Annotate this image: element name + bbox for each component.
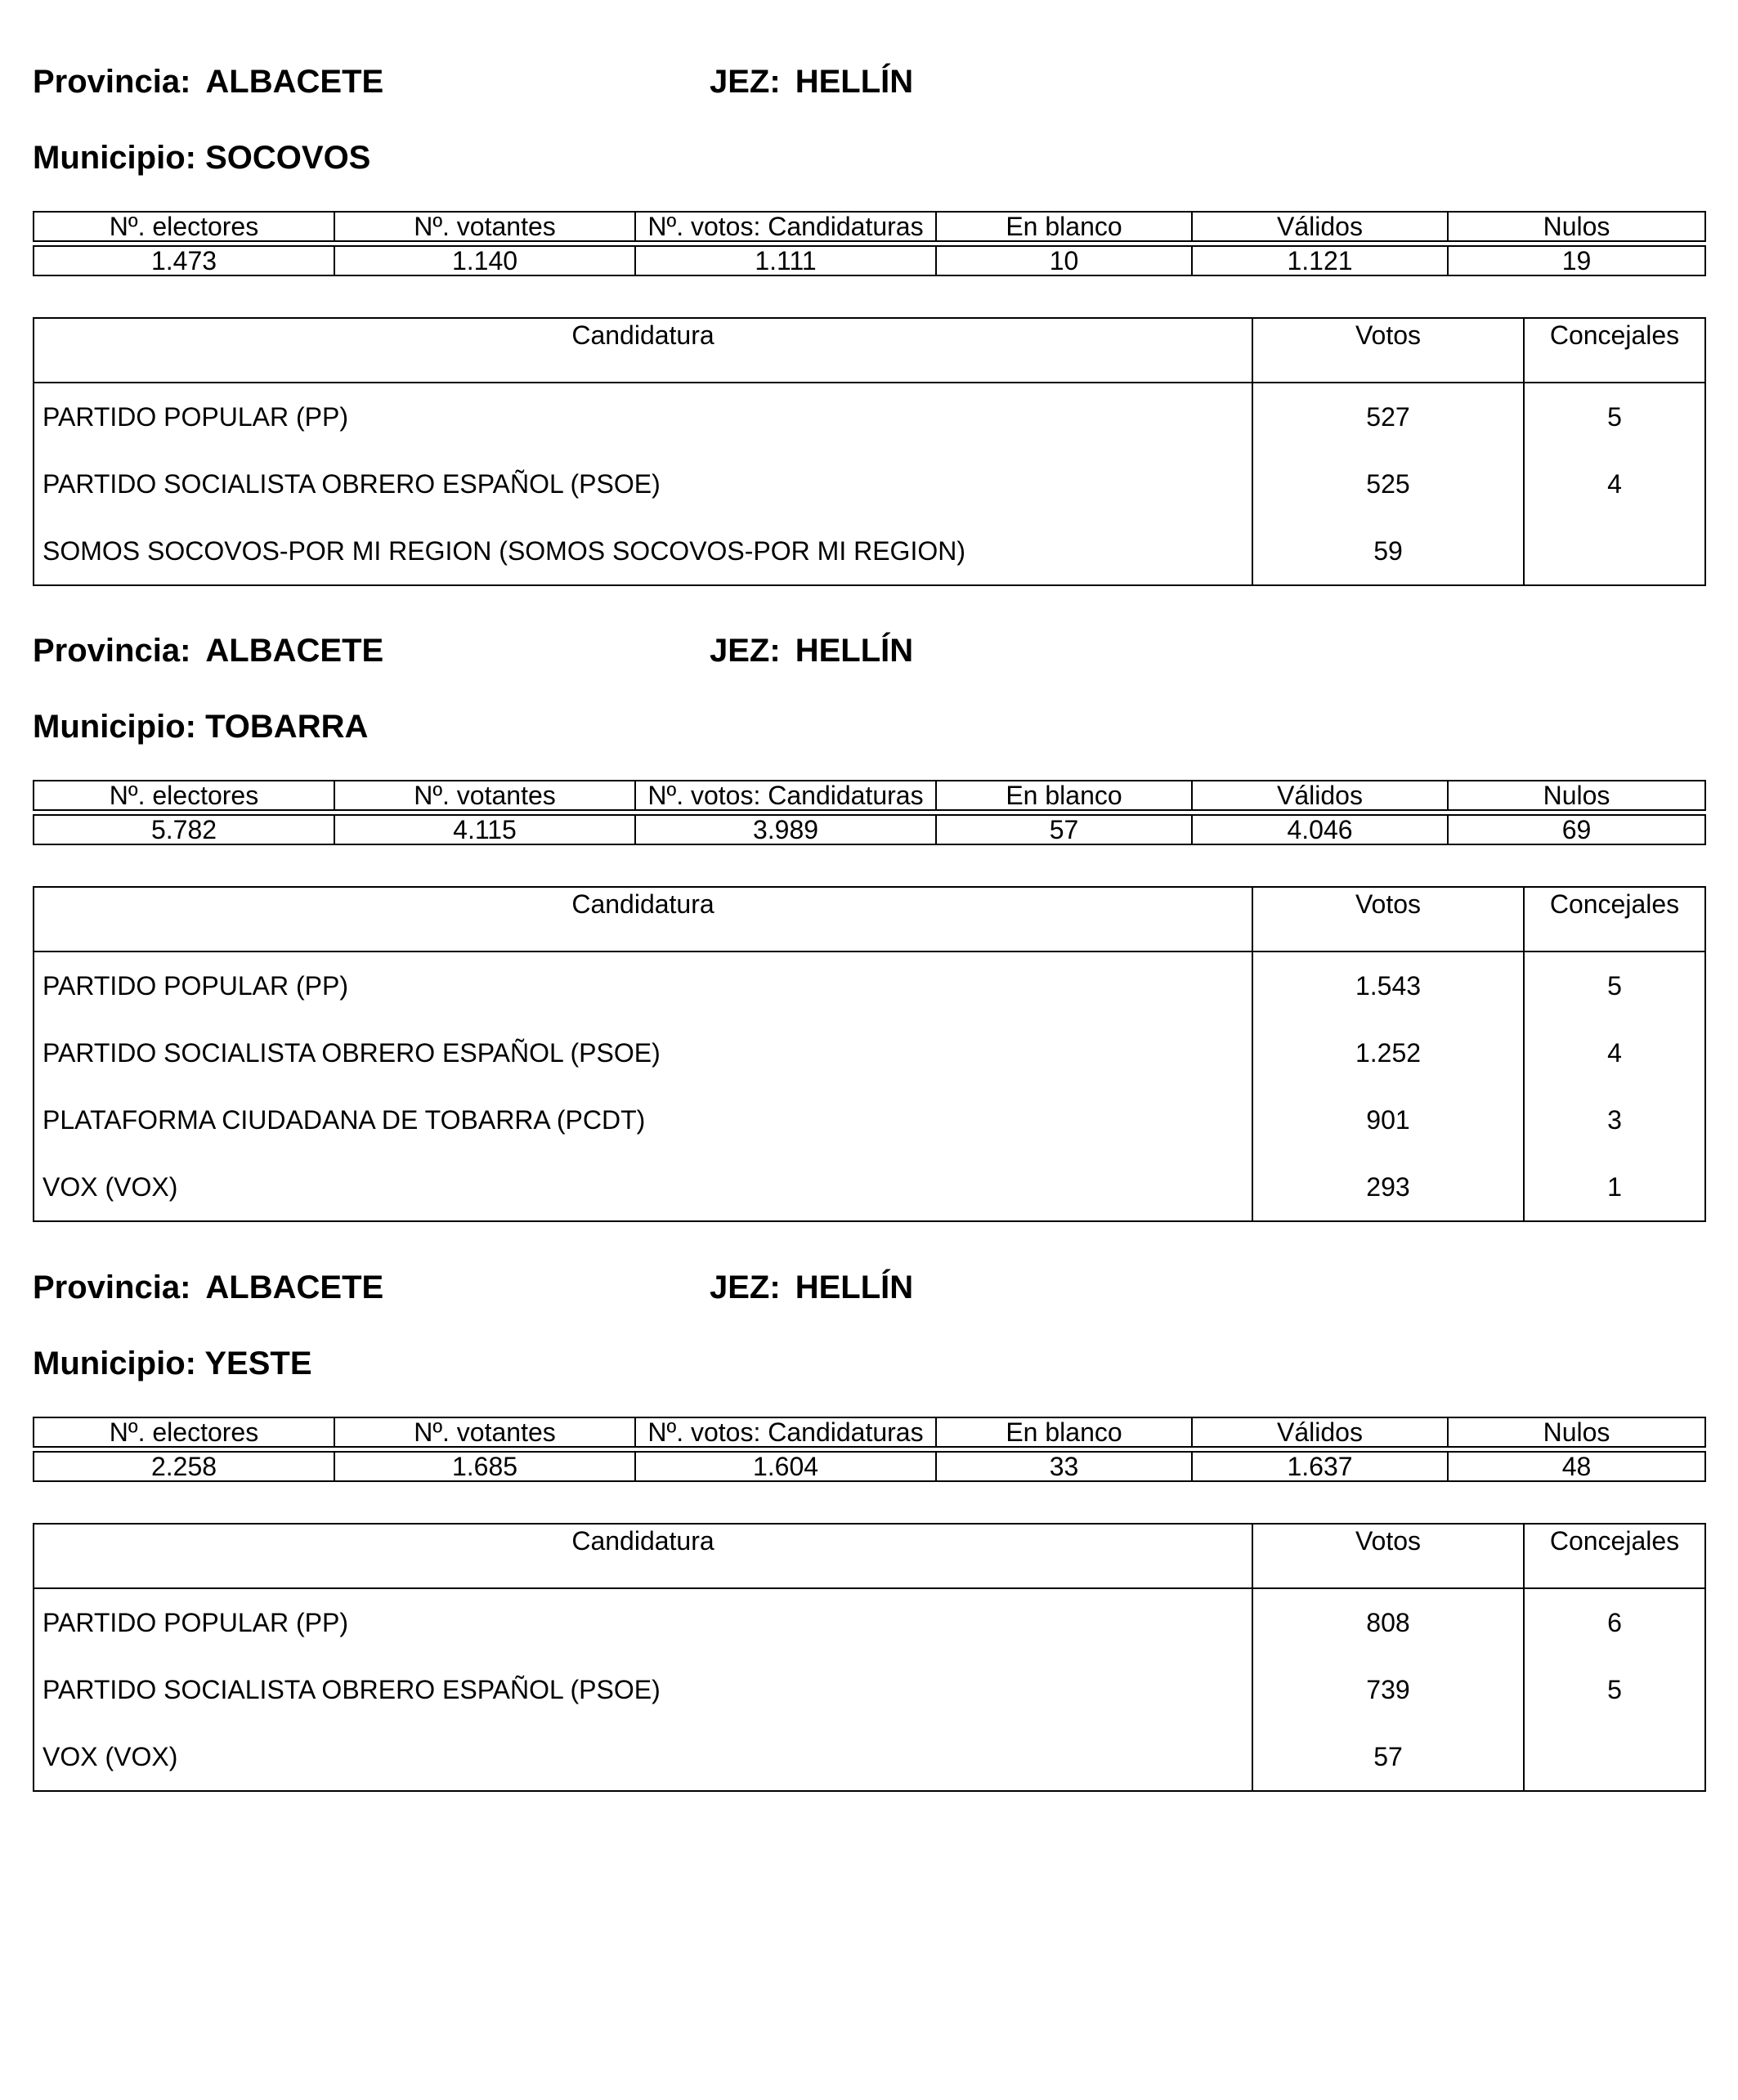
stats-header-cell: Nº. electores [34, 781, 334, 810]
votos-value: 57 [1252, 1723, 1524, 1791]
municipio-label: Municipio: [33, 1346, 196, 1381]
provincia-heading [33, 1268, 383, 1307]
stats-header-cell: Nulos [1448, 1417, 1705, 1447]
table-row [34, 1086, 1705, 1153]
provincia-heading [33, 62, 383, 101]
concejales-header: Concejales [1524, 887, 1705, 951]
jez-label: JEZ: [710, 64, 781, 100]
municipio-heading [33, 707, 368, 746]
stats-header-cell: Nº. votos: Candidaturas [635, 781, 936, 810]
municipio-label: Municipio: [33, 709, 196, 745]
stats-header-cell: Válidos [1192, 781, 1448, 810]
candidatura-name: PARTIDO POPULAR (PP) [34, 1588, 1252, 1656]
jez-value: HELLÍN [795, 1269, 914, 1305]
stats-header-cell: Nº. votantes [334, 1417, 635, 1447]
provincia-label: Provincia: [33, 64, 191, 100]
stats-header-row [34, 1417, 1705, 1447]
stats-table [33, 211, 1706, 276]
stats-value-cell: 1.121 [1192, 246, 1448, 275]
candidatura-header: Candidatura [34, 1524, 1252, 1588]
concejales-value [1524, 517, 1705, 585]
stats-value-cell: 1.685 [334, 1452, 635, 1481]
provincia-label: Provincia: [33, 1269, 191, 1305]
candidaturas-table [33, 1523, 1706, 1792]
votos-value: 808 [1252, 1588, 1524, 1656]
candidaturas-header-row [34, 887, 1705, 951]
municipio-label: Municipio: [33, 140, 196, 176]
candidaturas-header-row [34, 318, 1705, 383]
stats-header-cell: Nulos [1448, 781, 1705, 810]
stats-table [33, 1417, 1706, 1482]
votos-value: 1.543 [1252, 951, 1524, 1019]
municipio-heading [33, 1344, 312, 1383]
stats-header-cell: Válidos [1192, 1417, 1448, 1447]
provincia-heading [33, 631, 383, 670]
candidatura-header: Candidatura [34, 318, 1252, 383]
concejales-value: 5 [1524, 1656, 1705, 1723]
stats-header-row [34, 781, 1705, 810]
jez-label: JEZ: [710, 1269, 781, 1305]
stats-value-row [34, 1452, 1705, 1481]
stats-value-cell: 48 [1448, 1452, 1705, 1481]
candidatura-name: PARTIDO SOCIALISTA OBRERO ESPAÑOL (PSOE) [34, 1019, 1252, 1086]
table-row [34, 1153, 1705, 1221]
concejales-value: 6 [1524, 1588, 1705, 1656]
jez-value: HELLÍN [795, 64, 914, 100]
stats-header-row [34, 212, 1705, 241]
stats-value-cell: 1.111 [635, 246, 936, 275]
concejales-value: 1 [1524, 1153, 1705, 1221]
stats-value-cell: 69 [1448, 815, 1705, 844]
votos-value: 525 [1252, 450, 1524, 517]
votos-value: 527 [1252, 383, 1524, 450]
stats-value-cell: 57 [936, 815, 1192, 844]
stats-header-cell: Nº. electores [34, 212, 334, 241]
concejales-value: 3 [1524, 1086, 1705, 1153]
stats-value-cell: 10 [936, 246, 1192, 275]
stats-header-cell: Nº. votos: Candidaturas [635, 212, 936, 241]
candidatura-name: PARTIDO POPULAR (PP) [34, 951, 1252, 1019]
votos-value: 293 [1252, 1153, 1524, 1221]
candidatura-name: VOX (VOX) [34, 1723, 1252, 1791]
concejales-value: 5 [1524, 951, 1705, 1019]
table-row [34, 450, 1705, 517]
concejales-header: Concejales [1524, 1524, 1705, 1588]
table-row [34, 1656, 1705, 1723]
provincia-value: ALBACETE [205, 1269, 384, 1305]
stats-value-cell: 1.637 [1192, 1452, 1448, 1481]
provincia-label: Provincia: [33, 633, 191, 669]
votos-header: Votos [1252, 887, 1524, 951]
stats-header-cell: Nulos [1448, 212, 1705, 241]
candidatura-name: PARTIDO SOCIALISTA OBRERO ESPAÑOL (PSOE) [34, 450, 1252, 517]
municipio-heading [33, 138, 370, 177]
candidatura-name: SOMOS SOCOVOS-POR MI REGION (SOMOS SOCOVOS-POR MI REGION) [34, 517, 1252, 585]
jez-heading [710, 62, 913, 101]
stats-header-cell: Nº. votantes [334, 781, 635, 810]
municipio-value: SOCOVOS [205, 140, 371, 176]
votos-header: Votos [1252, 1524, 1524, 1588]
provincia-value: ALBACETE [205, 64, 384, 100]
table-row [34, 383, 1705, 450]
candidatura-name: PARTIDO POPULAR (PP) [34, 383, 1252, 450]
provincia-value: ALBACETE [205, 633, 384, 669]
stats-value-cell: 1.604 [635, 1452, 936, 1481]
stats-header-cell: Válidos [1192, 212, 1448, 241]
stats-value-cell: 4.046 [1192, 815, 1448, 844]
candidatura-name: VOX (VOX) [34, 1153, 1252, 1221]
stats-value-cell: 19 [1448, 246, 1705, 275]
candidatura-name: PARTIDO SOCIALISTA OBRERO ESPAÑOL (PSOE) [34, 1656, 1252, 1723]
stats-value-cell: 33 [936, 1452, 1192, 1481]
stats-table [33, 780, 1706, 845]
table-row [34, 517, 1705, 585]
jez-value: HELLÍN [795, 633, 914, 669]
jez-heading [710, 1268, 913, 1307]
stats-header-cell: Nº. votos: Candidaturas [635, 1417, 936, 1447]
votos-value: 739 [1252, 1656, 1524, 1723]
stats-header-cell: Nº. electores [34, 1417, 334, 1447]
jez-label: JEZ: [710, 633, 781, 669]
stats-value-cell: 3.989 [635, 815, 936, 844]
candidaturas-table [33, 886, 1706, 1222]
stats-header-cell: En blanco [936, 781, 1192, 810]
stats-value-cell: 2.258 [34, 1452, 334, 1481]
table-row [34, 1019, 1705, 1086]
candidatura-name: PLATAFORMA CIUDADANA DE TOBARRA (PCDT) [34, 1086, 1252, 1153]
concejales-value: 4 [1524, 1019, 1705, 1086]
stats-value-row [34, 246, 1705, 275]
concejales-value: 4 [1524, 450, 1705, 517]
votos-value: 1.252 [1252, 1019, 1524, 1086]
municipio-value: TOBARRA [205, 709, 369, 745]
stats-value-cell: 4.115 [334, 815, 635, 844]
votos-value: 901 [1252, 1086, 1524, 1153]
table-row [34, 951, 1705, 1019]
votos-header: Votos [1252, 318, 1524, 383]
concejales-header: Concejales [1524, 318, 1705, 383]
stats-value-cell: 5.782 [34, 815, 334, 844]
municipio-value: YESTE [204, 1346, 312, 1381]
stats-value-cell: 1.140 [334, 246, 635, 275]
stats-value-cell: 1.473 [34, 246, 334, 275]
stats-header-cell: En blanco [936, 1417, 1192, 1447]
concejales-value [1524, 1723, 1705, 1791]
candidaturas-table [33, 317, 1706, 586]
table-row [34, 1588, 1705, 1656]
votos-value: 59 [1252, 517, 1524, 585]
stats-header-cell: En blanco [936, 212, 1192, 241]
candidaturas-header-row [34, 1524, 1705, 1588]
table-row [34, 1723, 1705, 1791]
stats-header-cell: Nº. votantes [334, 212, 635, 241]
concejales-value: 5 [1524, 383, 1705, 450]
candidatura-header: Candidatura [34, 887, 1252, 951]
jez-heading [710, 631, 913, 670]
stats-value-row [34, 815, 1705, 844]
